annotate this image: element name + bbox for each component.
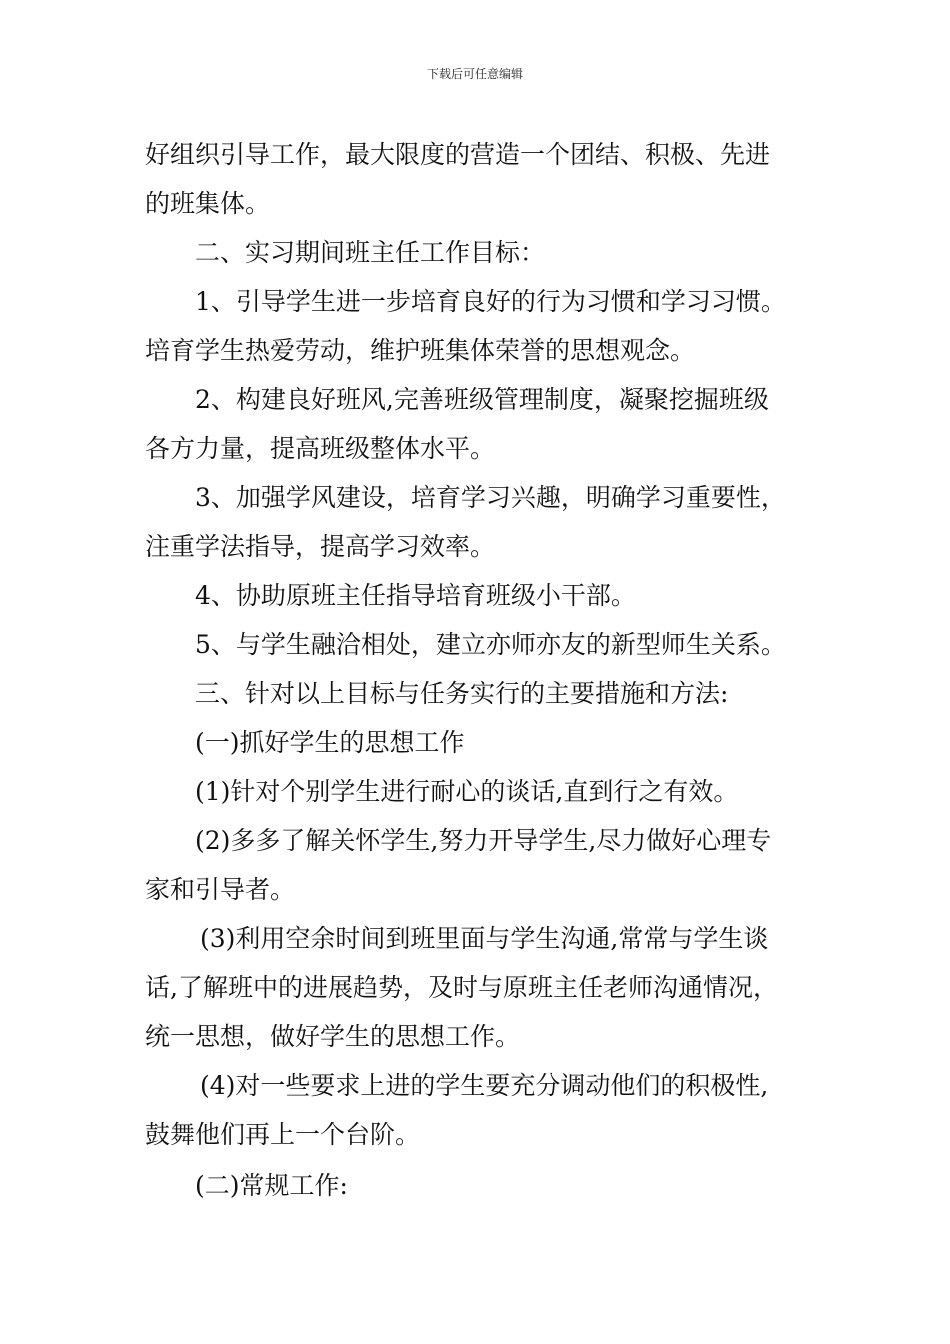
paragraph-line: 3、加强学风建设，培育学习兴趣，明确学习重要性， xyxy=(195,483,786,512)
paragraph-line: 5、与学生融洽相处，建立亦师亦友的新型师生关系。 xyxy=(195,630,786,659)
paragraph-line: 统一思想，做好学生的思想工作。 xyxy=(145,1022,521,1051)
paragraph-line: 好组织引导工作，最大限度的营造一个团结、积极、先进 xyxy=(145,140,771,169)
paragraph-line: (4)对一些要求上进的学生要充分调动他们的积极性, xyxy=(200,1071,769,1100)
paragraph-line: 家和引导者。 xyxy=(145,875,296,904)
paragraph-line: 的班集体。 xyxy=(145,189,271,218)
section-heading: 二、实习期间班主任工作目标： xyxy=(195,238,546,267)
paragraph-line: 4、协助原班主任指导培育班级小干部。 xyxy=(195,581,636,610)
subsection-heading: (一)抓好学生的思想工作 xyxy=(195,728,465,757)
subsection-heading: (二)常规工作: xyxy=(195,1171,348,1200)
paragraph-line: (1)针对个别学生进行耐心的谈话,直到行之有效。 xyxy=(195,777,739,806)
paragraph-line: 1、引导学生进一步培育良好的行为习惯和学习习惯。 xyxy=(195,287,786,316)
paragraph-line: (3)利用空余时间到班里面与学生沟通,常常与学生谈 xyxy=(200,924,769,953)
paragraph-line: 2、构建良好班风,完善班级管理制度，凝聚挖掘班级 xyxy=(195,385,769,414)
section-heading: 三、针对以上目标与任务实行的主要措施和方法: xyxy=(195,679,729,708)
paragraph-line: (2)多多了解关怀学生,努力开导学生,尽力做好心理专 xyxy=(195,826,772,855)
page-header-note: 下载后可任意编辑 xyxy=(426,67,523,81)
paragraph-line: 培育学生热爱劳动，维护班集体荣誉的思想观念。 xyxy=(145,336,696,365)
paragraph-line: 话,了解班中的进展趋势，及时与原班主任老师沟通情况， xyxy=(145,973,778,1002)
paragraph-line: 鼓舞他们再上一个台阶。 xyxy=(145,1120,421,1149)
paragraph-line: 注重学法指导，提高学习效率。 xyxy=(145,532,496,561)
paragraph-line: 各方力量，提高班级整体水平。 xyxy=(145,434,496,463)
document-body xyxy=(145,130,810,1210)
